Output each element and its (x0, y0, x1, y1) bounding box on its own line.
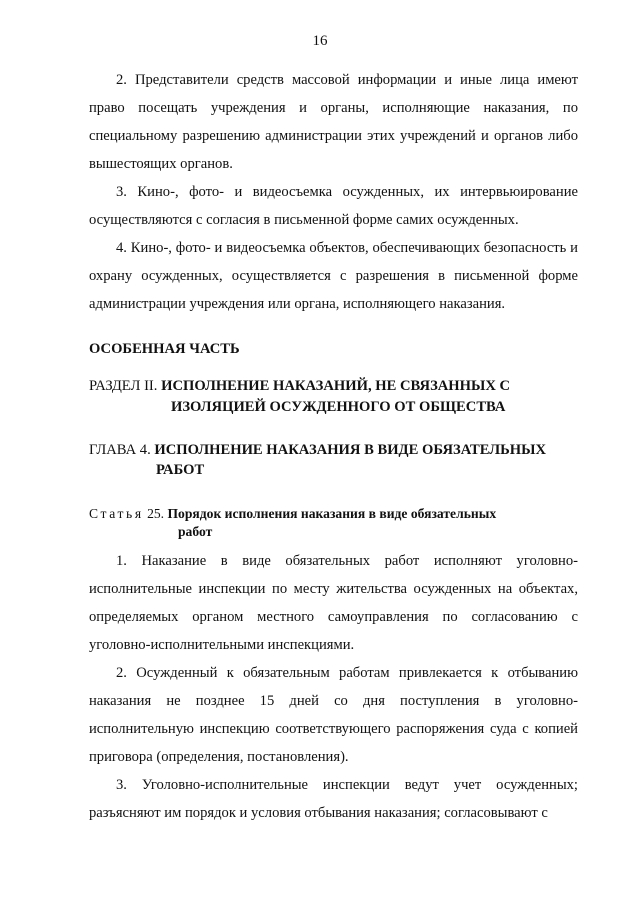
chapter-heading (89, 441, 546, 459)
special-part-title: ОСОБЕННАЯ ЧАСТЬ (89, 341, 240, 357)
article-title-line1: Порядок исполнения наказания в виде обязательных (167, 506, 497, 521)
page-number: 16 (312, 33, 328, 49)
paragraph: 4. Кино-, фото- и видеосъемка объектов, обеспечивающих безопасность и охрану осужденных, осуществляется с разрешения в письменной форме администрации учреждения или органа, исполняющего наказания. (89, 240, 578, 312)
chapter-title-line2: РАБОТ (156, 462, 205, 478)
article-label: Статья (89, 506, 144, 521)
paragraph: 1. Наказание в виде обязательных работ исполняют уголовно-исполнительные инспекции по месту жительства осужденных на объектах, определяемых органом местного самоуправления по согласованию с уголовно-исполнительными инспекциями. (89, 553, 578, 653)
top-paragraphs (89, 66, 578, 318)
section-heading (89, 377, 510, 395)
paragraph: 3. Кино-, фото- и видеосъемка осужденных, их интервьюирование осуществляются с согласия в письменной форме самих осужденных. (89, 184, 578, 228)
paragraph: 3. Уголовно-исполнительные инспекции ведут учет осужденных; разъясняют им порядок и условия отбывания наказания; согласовывают с (89, 777, 578, 821)
paragraph: 2. Осужденный к обязательным работам привлекается к отбыванию наказания не позднее 15 дней со дня поступления в уголовно-исполнительную инспекцию соответствующего распоряжения суда с копией приговора (определения, постановления). (89, 665, 578, 765)
article-paragraphs (89, 547, 578, 827)
section-title-line2: ИЗОЛЯЦИЕЙ ОСУЖДЕННОГО ОТ ОБЩЕСТВА (171, 399, 506, 415)
chapter-title-line1: ИСПОЛНЕНИЕ НАКАЗАНИЯ В ВИДЕ ОБЯЗАТЕЛЬНЫХ (154, 442, 547, 458)
article-number: 25. (147, 506, 165, 521)
article-heading (89, 505, 496, 523)
article-title-line2: работ (178, 524, 213, 539)
section-prefix: РАЗДЕЛ II. (89, 378, 158, 394)
paragraph: 2. Представители средств массовой информации и иные лица имеют право посещать учреждения и органы, исполняющие наказания, по специальному разрешению администрации этих учреждений и органов либо вышестоящих органов. (89, 72, 578, 172)
section-title-line1: ИСПОЛНЕНИЕ НАКАЗАНИЙ, НЕ СВЯЗАННЫХ С (161, 378, 511, 394)
chapter-prefix: ГЛАВА 4. (89, 442, 151, 458)
